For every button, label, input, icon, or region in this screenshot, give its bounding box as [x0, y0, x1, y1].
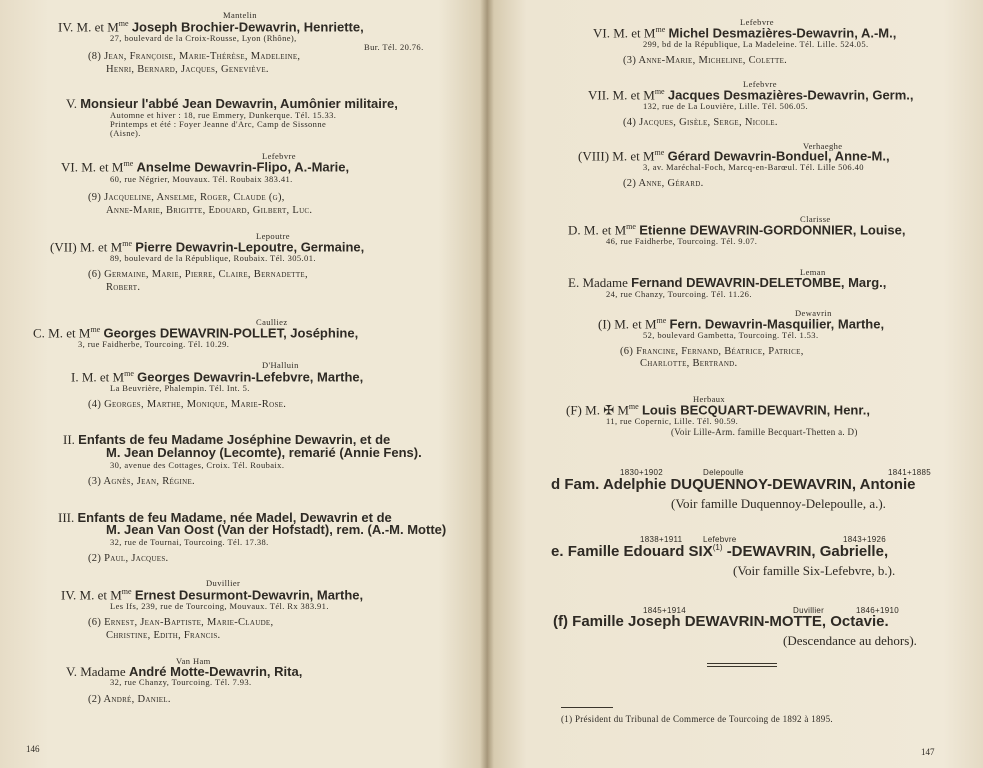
children-line: Henri, Bernard, Jacques, Geneviève.	[106, 64, 269, 75]
address-line: 52, boulevard Gambetta, Tourcoing. Tél. 1.53.	[643, 330, 819, 340]
entry-heading: C. M. et $M^{me}$ Georges DEWAVRIN-POLLET, Joséphine,	[33, 325, 359, 341]
maiden-name: Clarisse	[800, 214, 831, 224]
entry-heading: VI. M. et $M^{me}$ Michel Desmazières-Dewavrin, A.-M.,	[593, 25, 897, 41]
family-dates-right: 1841+1885	[888, 468, 931, 477]
children-line: Charlotte, Bertrand.	[640, 358, 738, 369]
family-heading: (f) Famille Joseph DEWAVRIN-MOTTE, Octavie.	[553, 613, 889, 630]
family-dates-right: 1843+1926	[843, 535, 886, 544]
children-line: (2) André, Daniel.	[88, 694, 171, 705]
entry-heading: E. Madame Fernand DEWAVRIN-DELETOMBE, Marg.,	[568, 275, 887, 290]
children-line: Anne-Marie, Brigitte, Edouard, Gilbert, Luc.	[106, 205, 313, 216]
cross-reference: (Voir Lille-Arm. famille Becquart-Thetten a. D)	[671, 427, 858, 437]
family-heading: e. Famille Edouard SIX$^{(1)}$ -DEWAVRIN, Gabrielle,	[551, 543, 889, 560]
page-number: 147	[921, 747, 935, 757]
maiden-name: Herbaux	[693, 394, 726, 404]
address-line: 11, rue Copernic, Lille. Tél. 90.59.	[606, 416, 739, 426]
maiden-name: Mantelin	[223, 10, 257, 20]
address-line: 299, bd de la République, La Madeleine. Tél. Lille. 524.05.	[643, 39, 869, 49]
address-line: 3, av. Maréchal-Foch, Marcq-en-Barœul. Tél. Lille 506.40	[643, 162, 864, 172]
address-line: 46, rue Faidherbe, Tourcoing. Tél. 9.07.	[606, 236, 758, 246]
maiden-name: Duvillier	[793, 606, 825, 615]
address-line: 3, rue Faidherbe, Tourcoing. Tél. 10.29.	[78, 339, 230, 349]
entry-heading: V. Monsieur l'abbé Jean Dewavrin, Aumônier militaire,	[66, 96, 398, 111]
address-line: 32, rue Chanzy, Tourcoing. Tél. 7.93.	[110, 677, 252, 687]
page-number: 146	[26, 744, 40, 754]
children-line: (8) Jean, Françoise, Marie-Thérèse, Madeleine,	[88, 51, 301, 62]
address-line: 27, boulevard de la Croix-Rousse, Lyon (Rhône),	[110, 33, 297, 43]
children-line: (4) Jacques, Gisèle, Serge, Nicole.	[623, 117, 778, 128]
entry-heading: I. M. et $M^{me}$ Georges Dewavrin-Lefebvre, Marthe,	[71, 369, 364, 385]
children-line: (9) Jacqueline, Anselme, Roger, Claude (g),	[88, 192, 285, 203]
entry-heading: VII. M. et $M^{me}$ Jacques Desmazières-Dewavrin, Germ.,	[588, 87, 914, 103]
family-dates-left: 1838+1911	[640, 535, 683, 544]
family-heading: d Fam. Adelphie DUQUENNOY-DEWAVRIN, Antonie	[551, 476, 916, 493]
address-line: 30, avenue des Cottages, Croix. Tél. Roubaix.	[110, 460, 285, 470]
address-line: 32, rue de Tournai, Tourcoing. Tél. 17.38.	[110, 537, 269, 547]
entry-heading: II. Enfants de feu Madame Joséphine Dewavrin, et de	[63, 432, 391, 447]
children-line: (6) Ernest, Jean-Baptiste, Marie-Claude,	[88, 617, 274, 628]
family-reference: (Voir famille Duquennoy-Delepoulle, a.).	[671, 496, 886, 511]
address-line: 132, rue de La Louvière, Lille. Tél. 506.05.	[643, 101, 808, 111]
address-line: 24, rue Chanzy, Tourcoing. Tél. 11.26.	[606, 289, 752, 299]
left-page	[0, 0, 487, 768]
address-line: Automne et hiver : 18, rue Emmery, Dunkerque. Tél. 15.33.	[110, 110, 337, 120]
entry-heading: IV. M. et $M^{me}$ Joseph Brochier-Dewavrin, Henriette,	[58, 19, 364, 35]
maiden-name: Caulliez	[256, 317, 288, 327]
footnote: (1) Président du Tribunal de Commerce de Tourcoing de 1892 à 1895.	[561, 714, 833, 724]
section-rule	[707, 666, 777, 667]
family-dates-right: 1846+1910	[856, 606, 899, 615]
children-line: Christine, Edith, Francis.	[106, 630, 221, 641]
entry-heading: V. Madame André Motte-Dewavrin, Rita,	[66, 664, 303, 679]
address-line: Bur. Tél. 20.76.	[364, 42, 424, 52]
children-line: (3) Agnès, Jean, Régine.	[88, 476, 195, 487]
footnote-rule	[561, 707, 613, 708]
address-line: 89, boulevard de la République, Roubaix. Tél. 305.01.	[110, 253, 316, 263]
address-line: Les Ifs, 239, rue de Tourcoing, Mouvaux. Tél. Rx 383.91.	[110, 601, 329, 611]
address-line: Printemps et été : Foyer Jeanne d'Arc, Camp de Sissonne	[110, 119, 327, 129]
section-rule	[707, 663, 777, 664]
maiden-name: Lefebvre	[740, 17, 774, 27]
entry-heading: D. M. et $M^{me}$ Etienne DEWAVRIN-GORDONNIER, Louise,	[568, 222, 906, 238]
maiden-name: Verhaeghe	[803, 141, 843, 151]
address-line: (Aisne).	[110, 128, 141, 138]
maiden-name: Van Ham	[176, 656, 211, 666]
children-line: (4) Georges, Marthe, Monique, Marie-Rose.	[88, 399, 287, 410]
address-line: 60, rue Négrier, Mouvaux. Tél. Roubaix 383.41.	[110, 174, 293, 184]
maiden-name: Lepoutre	[256, 231, 290, 241]
maiden-name: Duvillier	[206, 578, 241, 588]
entry-heading: (F) M. ✠ $M^{me}$ Louis BECQUART-DEWAVRIN, Henr.,	[566, 402, 870, 418]
children-line: (6) Germaine, Marie, Pierre, Claire, Bernadette,	[88, 269, 308, 280]
entry-heading: IV. M. et $M^{me}$ Ernest Desurmont-Dewavrin, Marthe,	[61, 587, 364, 603]
maiden-name: Dewavrin	[795, 308, 832, 318]
children-line: (2) Paul, Jacques.	[88, 553, 169, 564]
book-gutter	[480, 0, 494, 768]
maiden-name: D'Halluin	[262, 360, 299, 370]
children-line: (6) Francine, Fernand, Béatrice, Patrice,	[620, 346, 804, 357]
family-reference: (Descendance au dehors).	[783, 633, 917, 648]
children-line: (3) Anne-Marie, Micheline, Colette.	[623, 55, 788, 66]
right-page	[487, 0, 983, 768]
maiden-name: Lefebvre	[703, 535, 737, 544]
family-dates-left: 1845+1914	[643, 606, 686, 615]
address-line: La Beuvrière, Phalempin. Tél. Int. 5.	[110, 383, 250, 393]
entry-heading: VI. M. et $M^{me}$ Anselme Dewavrin-Flipo, A.-Marie,	[61, 159, 350, 175]
children-line: Robert.	[106, 282, 141, 293]
entry-heading: (I) M. et $M^{me}$ Fern. Dewavrin-Masquilier, Marthe,	[598, 316, 885, 332]
entry-heading: (VIII) M. et $M^{me}$ Gérard Dewavrin-Bonduel, Anne-M.,	[578, 148, 890, 164]
maiden-name: Delepoulle	[703, 468, 744, 477]
entry-heading: M. Jean Delannoy (Lecomte), remarié (Annie Fens).	[106, 445, 422, 460]
family-reference: (Voir famille Six-Lefebvre, b.).	[733, 563, 896, 578]
entry-heading: III. Enfants de feu Madame, née Madel, Dewavrin et de	[58, 510, 392, 525]
entry-heading: M. Jean Van Oost (Van der Hofstadt), rem. (A.-M. Motte)	[106, 522, 447, 537]
maiden-name: Lefebvre	[262, 151, 296, 161]
family-dates-left: 1830+1902	[620, 468, 663, 477]
entry-heading: (VII) M. et $M^{me}$ Pierre Dewavrin-Lepoutre, Germaine,	[50, 239, 365, 255]
maiden-name: Lefebvre	[743, 79, 777, 89]
maiden-name: Leman	[800, 267, 826, 277]
children-line: (2) Anne, Gérard.	[623, 178, 704, 189]
